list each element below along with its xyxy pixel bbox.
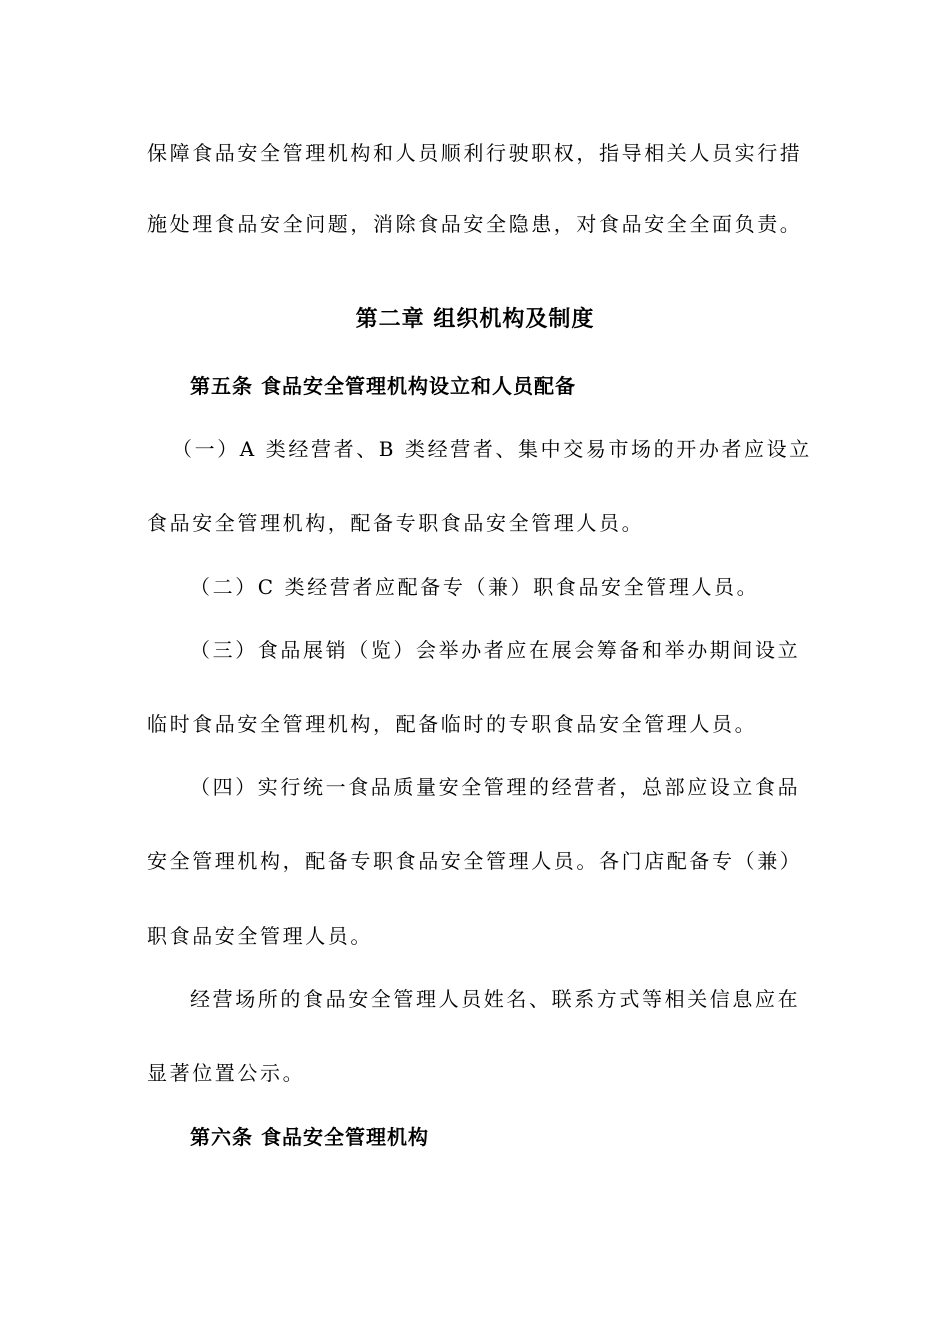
article-5-item-4-line-2: 安全管理机构，配备专职食品安全管理人员。各门店配备专（兼） xyxy=(147,849,803,873)
paragraph-1-line-2: 施处理食品安全问题，消除食品安全隐患，对食品安全全面负责。 xyxy=(147,212,803,236)
paragraph-1-line-1: 保障食品安全管理机构和人员顺利行驶职权，指导相关人员实行措 xyxy=(147,141,803,165)
article-5-item-1-line-1: （一）A 类经营者、B 类经营者、集中交易市场的开办者应设立 xyxy=(172,437,812,461)
article-5-item-3-line-2: 临时食品安全管理机构，配备临时的专职食品安全管理人员。 xyxy=(147,712,758,736)
article-5-note-line-1: 经营场所的食品安全管理人员姓名、联系方式等相关信息应在 xyxy=(190,987,801,1011)
article-5-note-line-2: 显著位置公示。 xyxy=(147,1061,306,1085)
article-5-item-1-line-2: 食品安全管理机构，配备专职食品安全管理人员。 xyxy=(147,511,645,535)
article-6-title: 第六条 食品安全管理机构 xyxy=(190,1125,429,1149)
article-5-item-3-line-1: （三）食品展销（览）会举办者应在展会筹备和举办期间设立 xyxy=(190,638,801,662)
article-5-title: 第五条 食品安全管理机构设立和人员配备 xyxy=(190,374,576,398)
article-5-item-4-line-1: （四）实行统一食品质量安全管理的经营者，总部应设立食品 xyxy=(190,775,801,799)
chapter-title: 第二章 组织机构及制度 xyxy=(355,307,595,332)
article-5-item-4-line-3: 职食品安全管理人员。 xyxy=(147,924,373,948)
article-5-item-2-line-1: （二）C 类经营者应配备专（兼）职食品安全管理人员。 xyxy=(190,575,760,599)
